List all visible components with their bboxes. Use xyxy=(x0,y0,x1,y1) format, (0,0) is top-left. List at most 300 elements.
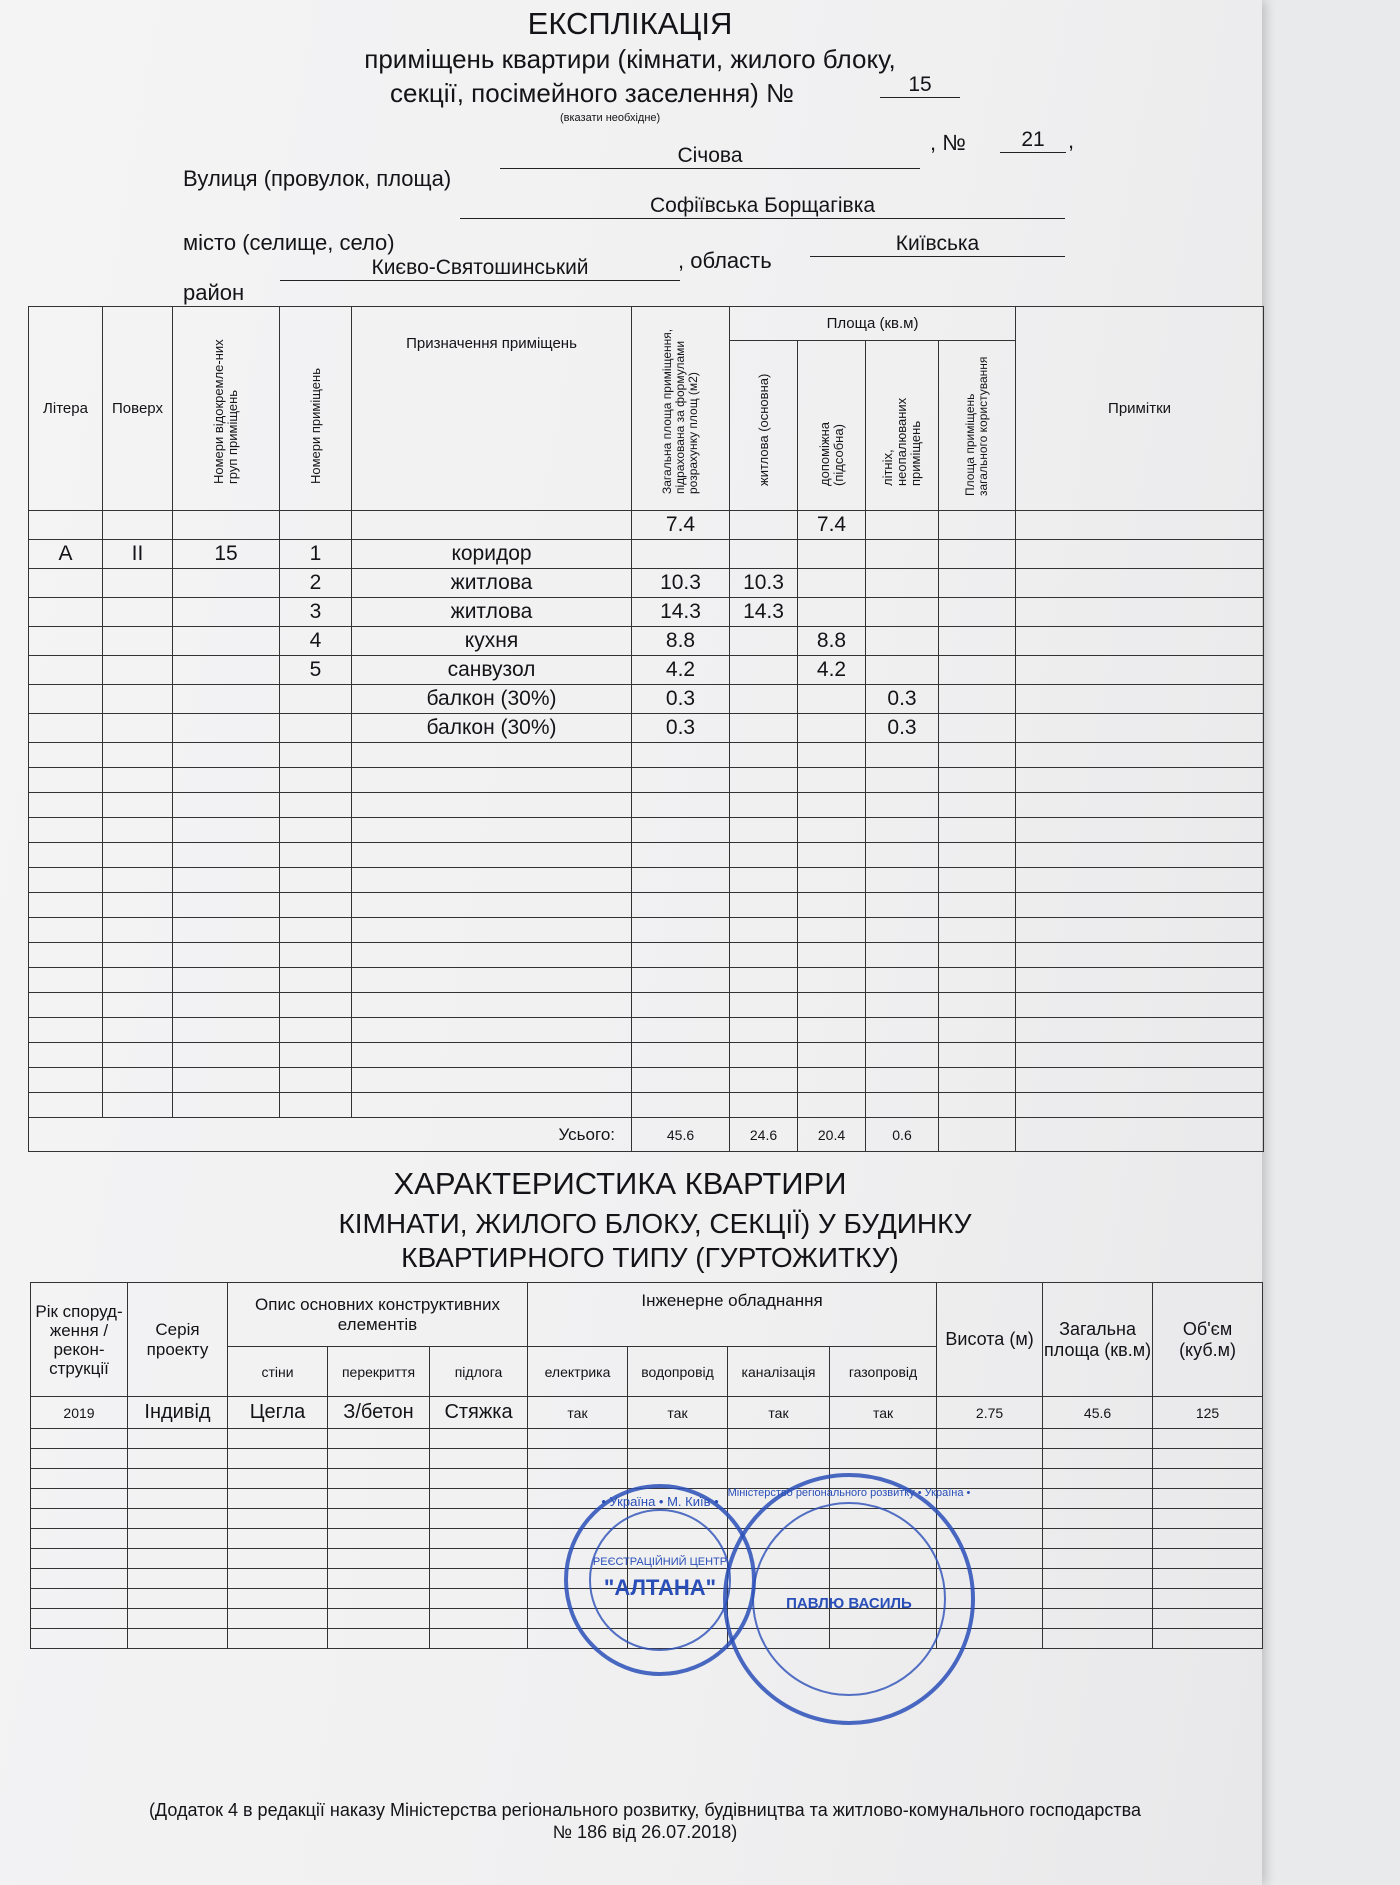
street-label: Вулиця (провулок, площа) xyxy=(183,166,452,191)
row-floor xyxy=(103,598,173,627)
stamp-right xyxy=(718,1468,980,1730)
row-room xyxy=(280,714,352,743)
empty-cell xyxy=(939,768,1016,793)
empty-cell xyxy=(280,793,352,818)
empty-cell xyxy=(798,893,866,918)
empty-cell xyxy=(866,743,939,768)
row-litera xyxy=(29,569,103,598)
empty-cell xyxy=(939,743,1016,768)
empty-cell xyxy=(29,868,103,893)
empty-cell xyxy=(430,1489,528,1509)
expl-subtitle-2: секції, посімейного заселення) № xyxy=(390,78,794,108)
empty-cell xyxy=(1016,968,1264,993)
empty-cell xyxy=(29,1068,103,1093)
empty-cell xyxy=(328,1569,430,1589)
empty-cell xyxy=(31,1629,128,1649)
row-group xyxy=(173,685,280,714)
empty-cell xyxy=(798,993,866,1018)
empty-row xyxy=(29,943,1264,968)
char-empty-row xyxy=(31,1429,1263,1449)
empty-cell xyxy=(430,1589,528,1609)
empty-cell xyxy=(31,1489,128,1509)
row-summer: 0.3 xyxy=(866,685,939,714)
empty-cell xyxy=(632,893,730,918)
empty-cell xyxy=(173,868,280,893)
street-value: Січова xyxy=(500,144,920,169)
empty-cell xyxy=(798,1018,866,1043)
empty-cell xyxy=(939,943,1016,968)
row-total: 10.3 xyxy=(632,569,730,598)
empty-cell xyxy=(730,768,798,793)
empty-cell xyxy=(173,993,280,1018)
empty-cell xyxy=(29,893,103,918)
empty-cell xyxy=(228,1449,328,1469)
empty-cell xyxy=(352,868,632,893)
char-area: 45.6 xyxy=(1043,1397,1153,1429)
empty-cell xyxy=(798,1093,866,1118)
empty-cell xyxy=(730,868,798,893)
empty-cell xyxy=(730,843,798,868)
empty-cell xyxy=(173,743,280,768)
empty-cell xyxy=(632,1018,730,1043)
empty-cell xyxy=(352,893,632,918)
empty-cell xyxy=(328,1549,430,1569)
empty-row xyxy=(29,843,1264,868)
empty-cell xyxy=(430,1429,528,1449)
row-floor xyxy=(103,511,173,540)
row-room: 2 xyxy=(280,569,352,598)
empty-cell xyxy=(29,793,103,818)
row-aux xyxy=(798,540,866,569)
empty-cell xyxy=(352,993,632,1018)
row-litera xyxy=(29,714,103,743)
row-common xyxy=(939,685,1016,714)
empty-cell xyxy=(103,1093,173,1118)
empty-cell xyxy=(1153,1569,1263,1589)
header-auxiliary: допоміжна (підсобна) xyxy=(798,341,866,511)
empty-cell xyxy=(830,1429,937,1449)
row-group xyxy=(173,627,280,656)
empty-cell xyxy=(103,868,173,893)
header-floor: Поверх xyxy=(103,307,173,511)
empty-cell xyxy=(632,868,730,893)
empty-cell xyxy=(228,1629,328,1649)
empty-cell xyxy=(1016,743,1264,768)
empty-cell xyxy=(128,1449,228,1469)
empty-cell xyxy=(1016,1068,1264,1093)
empty-cell xyxy=(1016,843,1264,868)
empty-cell xyxy=(1043,1509,1153,1529)
empty-cell xyxy=(29,843,103,868)
empty-cell xyxy=(280,943,352,968)
empty-cell xyxy=(939,918,1016,943)
row-common xyxy=(939,598,1016,627)
empty-cell xyxy=(128,1569,228,1589)
char-water: так xyxy=(628,1397,728,1429)
row-litera: А xyxy=(29,540,103,569)
empty-row xyxy=(29,818,1264,843)
empty-cell xyxy=(173,1043,280,1068)
empty-cell xyxy=(352,1043,632,1068)
row-living xyxy=(730,685,798,714)
house-label: , № xyxy=(930,130,966,155)
row-notes xyxy=(1016,714,1264,743)
apt-number: 15 xyxy=(880,73,960,98)
empty-cell xyxy=(939,968,1016,993)
row-aux xyxy=(798,714,866,743)
row-notes xyxy=(1016,511,1264,540)
char-slabs: З/бетон xyxy=(328,1397,430,1429)
empty-cell xyxy=(352,1068,632,1093)
empty-cell xyxy=(173,793,280,818)
row-aux: 7.4 xyxy=(798,511,866,540)
char-header-engineering: Інженерне обладнання xyxy=(528,1283,937,1347)
common-area-sum xyxy=(939,1118,1016,1152)
char-floor: Стяжка xyxy=(430,1397,528,1429)
row-summer xyxy=(866,627,939,656)
row-common xyxy=(939,627,1016,656)
empty-cell xyxy=(228,1489,328,1509)
empty-cell xyxy=(173,893,280,918)
empty-cell xyxy=(128,1589,228,1609)
empty-cell xyxy=(280,843,352,868)
empty-cell xyxy=(1016,1018,1264,1043)
empty-cell xyxy=(730,1018,798,1043)
char-header-series: Серія проекту xyxy=(128,1283,228,1397)
empty-cell xyxy=(228,1609,328,1629)
empty-cell xyxy=(632,1043,730,1068)
empty-cell xyxy=(328,1489,430,1509)
empty-cell xyxy=(730,743,798,768)
row-purpose: житлова xyxy=(352,569,632,598)
char-header-electric: електрика xyxy=(528,1347,628,1397)
empty-cell xyxy=(280,1093,352,1118)
row-purpose: кухня xyxy=(352,627,632,656)
char-header-sewer: каналізація xyxy=(728,1347,830,1397)
row-common xyxy=(939,656,1016,685)
empty-cell xyxy=(1016,768,1264,793)
row-aux xyxy=(798,569,866,598)
row-floor xyxy=(103,656,173,685)
empty-cell xyxy=(632,768,730,793)
empty-cell xyxy=(328,1429,430,1449)
empty-cell xyxy=(798,1068,866,1093)
empty-cell xyxy=(430,1529,528,1549)
table-row xyxy=(29,598,1264,627)
row-living xyxy=(730,540,798,569)
empty-cell xyxy=(866,943,939,968)
empty-cell xyxy=(328,1529,430,1549)
footer-line-2: № 186 від 26.07.2018) xyxy=(552,1822,738,1842)
empty-cell xyxy=(173,1068,280,1093)
char-title-2: КІМНАТИ, ЖИЛОГО БЛОКУ, СЕКЦІЇ) У БУДИНКУ xyxy=(338,1208,972,1239)
empty-cell xyxy=(632,993,730,1018)
region-value: Київська xyxy=(810,232,1065,257)
empty-cell xyxy=(280,893,352,918)
char-header-water: водопровід xyxy=(628,1347,728,1397)
empty-row xyxy=(29,918,1264,943)
empty-cell xyxy=(103,1018,173,1043)
empty-cell xyxy=(352,918,632,943)
empty-cell xyxy=(173,818,280,843)
empty-cell xyxy=(939,893,1016,918)
notes-sum xyxy=(1016,1118,1264,1152)
empty-cell xyxy=(1016,1093,1264,1118)
empty-cell xyxy=(103,943,173,968)
table-row xyxy=(29,569,1264,598)
empty-cell xyxy=(1043,1489,1153,1509)
empty-cell xyxy=(632,793,730,818)
empty-cell xyxy=(128,1429,228,1449)
empty-cell xyxy=(103,843,173,868)
row-notes xyxy=(1016,627,1264,656)
empty-cell xyxy=(866,868,939,893)
char-header-construct: Опис основних конструктивних елементів xyxy=(228,1283,528,1347)
table-row xyxy=(29,656,1264,685)
empty-cell xyxy=(1153,1529,1263,1549)
empty-row xyxy=(29,968,1264,993)
row-litera xyxy=(29,656,103,685)
empty-cell xyxy=(1153,1469,1263,1489)
empty-cell xyxy=(31,1589,128,1609)
empty-row xyxy=(29,1018,1264,1043)
house-comma: , xyxy=(1068,128,1075,153)
empty-cell xyxy=(29,943,103,968)
empty-cell xyxy=(352,968,632,993)
empty-cell xyxy=(103,918,173,943)
empty-cell xyxy=(328,1629,430,1649)
row-purpose: балкон (30%) xyxy=(352,685,632,714)
row-group xyxy=(173,511,280,540)
char-height: 2.75 xyxy=(937,1397,1043,1429)
empty-cell xyxy=(1153,1429,1263,1449)
row-living xyxy=(730,656,798,685)
row-common xyxy=(939,540,1016,569)
stamp-right-name: ПАВЛЮ ВАСИЛЬ xyxy=(786,1595,912,1612)
char-electric: так xyxy=(528,1397,628,1429)
district-label: район xyxy=(183,280,245,305)
char-header-slabs: перекриття xyxy=(328,1347,430,1397)
empty-cell xyxy=(103,893,173,918)
summer-area-sum: 0.6 xyxy=(866,1118,939,1152)
empty-cell xyxy=(31,1609,128,1629)
empty-cell xyxy=(1043,1589,1153,1609)
empty-cell xyxy=(352,943,632,968)
header-total-area: Загальна площа приміщення, підрахована за формулами розрахунку площ (м2) xyxy=(632,307,730,511)
char-sewer: так xyxy=(728,1397,830,1429)
row-room: 5 xyxy=(280,656,352,685)
living-area-sum: 24.6 xyxy=(730,1118,798,1152)
table-row xyxy=(29,685,1264,714)
empty-cell xyxy=(1043,1429,1153,1449)
row-common xyxy=(939,569,1016,598)
aux-area-sum: 20.4 xyxy=(798,1118,866,1152)
required-note: (вказати необхідне) xyxy=(560,112,661,124)
row-room: 1 xyxy=(280,540,352,569)
empty-cell xyxy=(228,1549,328,1569)
empty-cell xyxy=(328,1589,430,1609)
header-room-no: Номери приміщень xyxy=(280,307,352,511)
row-litera xyxy=(29,627,103,656)
empty-cell xyxy=(798,943,866,968)
char-title-3: КВАРТИРНОГО ТИПУ (ГУРТОЖИТКУ) xyxy=(401,1242,899,1273)
empty-cell xyxy=(939,993,1016,1018)
empty-cell xyxy=(31,1469,128,1489)
empty-cell xyxy=(798,918,866,943)
empty-cell xyxy=(31,1549,128,1569)
row-summer: 0.3 xyxy=(866,714,939,743)
empty-cell xyxy=(352,1018,632,1043)
empty-cell xyxy=(31,1449,128,1469)
header-living: житлова (основна) xyxy=(730,341,798,511)
empty-cell xyxy=(866,918,939,943)
empty-cell xyxy=(1016,868,1264,893)
empty-cell xyxy=(328,1449,430,1469)
explication-table xyxy=(28,306,1264,1152)
row-purpose: санвузол xyxy=(352,656,632,685)
empty-cell xyxy=(730,993,798,1018)
row-purpose xyxy=(352,511,632,540)
char-gas: так xyxy=(830,1397,937,1429)
row-living xyxy=(730,627,798,656)
header-litera: Літера xyxy=(29,307,103,511)
empty-cell xyxy=(29,968,103,993)
row-summer xyxy=(866,598,939,627)
empty-cell xyxy=(798,843,866,868)
empty-cell xyxy=(866,793,939,818)
char-data-row xyxy=(31,1397,1263,1429)
empty-cell xyxy=(632,1093,730,1118)
empty-cell xyxy=(528,1449,628,1469)
char-header-height: Висота (м) xyxy=(937,1283,1043,1397)
empty-cell xyxy=(866,818,939,843)
empty-cell xyxy=(280,993,352,1018)
empty-cell xyxy=(730,793,798,818)
empty-cell xyxy=(173,1093,280,1118)
empty-cell xyxy=(173,918,280,943)
empty-cell xyxy=(103,968,173,993)
empty-cell xyxy=(730,943,798,968)
char-empty-row xyxy=(31,1449,1263,1469)
empty-cell xyxy=(798,868,866,893)
empty-cell xyxy=(730,1068,798,1093)
row-total: 8.8 xyxy=(632,627,730,656)
empty-cell xyxy=(866,1068,939,1093)
row-group xyxy=(173,569,280,598)
empty-cell xyxy=(866,893,939,918)
row-group: 15 xyxy=(173,540,280,569)
empty-cell xyxy=(798,768,866,793)
row-notes xyxy=(1016,569,1264,598)
row-purpose: балкон (30%) xyxy=(352,714,632,743)
empty-cell xyxy=(632,943,730,968)
empty-cell xyxy=(128,1629,228,1649)
row-room xyxy=(280,685,352,714)
row-common xyxy=(939,714,1016,743)
expl-title: ЕКСПЛІКАЦІЯ xyxy=(527,6,733,41)
empty-cell xyxy=(31,1529,128,1549)
empty-cell xyxy=(228,1469,328,1489)
region-label: , область xyxy=(678,248,772,273)
char-header-gas: газопровід xyxy=(830,1347,937,1397)
empty-cell xyxy=(798,818,866,843)
empty-cell xyxy=(628,1449,728,1469)
empty-cell xyxy=(1043,1469,1153,1489)
stamp-left-center-text: РЕЄСТРАЦІЙНИЙ ЦЕНТР xyxy=(592,1556,728,1568)
char-title-1: ХАРАКТЕРИСТИКА КВАРТИРИ xyxy=(393,1166,847,1201)
empty-cell xyxy=(1153,1449,1263,1469)
empty-cell xyxy=(430,1569,528,1589)
empty-cell xyxy=(1016,943,1264,968)
empty-cell xyxy=(939,818,1016,843)
city-label: місто (селище, село) xyxy=(183,230,395,255)
house-number: 21 xyxy=(1000,128,1066,153)
empty-cell xyxy=(1153,1549,1263,1569)
empty-cell xyxy=(1043,1529,1153,1549)
empty-cell xyxy=(1016,893,1264,918)
district-value: Києво-Святошинський xyxy=(280,256,680,281)
empty-cell xyxy=(866,1093,939,1118)
row-floor xyxy=(103,569,173,598)
empty-cell xyxy=(866,843,939,868)
total-label: Усього: xyxy=(29,1118,632,1152)
empty-cell xyxy=(280,818,352,843)
empty-cell xyxy=(228,1529,328,1549)
header-purpose: Призначення приміщень xyxy=(352,307,632,511)
empty-cell xyxy=(798,968,866,993)
table-row xyxy=(29,511,1264,540)
empty-row xyxy=(29,1093,1264,1118)
row-notes xyxy=(1016,656,1264,685)
empty-cell xyxy=(280,918,352,943)
row-living xyxy=(730,714,798,743)
empty-cell xyxy=(128,1469,228,1489)
empty-cell xyxy=(830,1449,937,1469)
empty-cell xyxy=(280,868,352,893)
row-group xyxy=(173,714,280,743)
empty-cell xyxy=(939,1043,1016,1068)
empty-cell xyxy=(328,1609,430,1629)
empty-cell xyxy=(128,1489,228,1509)
header-summer: літніх, неопалюваних приміщень xyxy=(866,341,939,511)
empty-cell xyxy=(29,818,103,843)
row-common xyxy=(939,511,1016,540)
empty-cell xyxy=(31,1509,128,1529)
row-notes xyxy=(1016,598,1264,627)
empty-cell xyxy=(728,1429,830,1449)
char-header-floor: підлога xyxy=(430,1347,528,1397)
empty-cell xyxy=(103,818,173,843)
row-litera xyxy=(29,511,103,540)
empty-cell xyxy=(173,943,280,968)
total-area-sum: 45.6 xyxy=(632,1118,730,1152)
empty-cell xyxy=(228,1569,328,1589)
empty-cell xyxy=(31,1569,128,1589)
row-living: 14.3 xyxy=(730,598,798,627)
empty-cell xyxy=(29,1043,103,1068)
empty-cell xyxy=(1016,818,1264,843)
empty-cell xyxy=(632,1068,730,1093)
empty-row xyxy=(29,893,1264,918)
empty-row xyxy=(29,793,1264,818)
empty-cell xyxy=(728,1449,830,1469)
row-total: 4.2 xyxy=(632,656,730,685)
empty-cell xyxy=(128,1509,228,1529)
empty-cell xyxy=(937,1449,1043,1469)
row-room xyxy=(280,511,352,540)
empty-cell xyxy=(328,1469,430,1489)
table-row xyxy=(29,714,1264,743)
